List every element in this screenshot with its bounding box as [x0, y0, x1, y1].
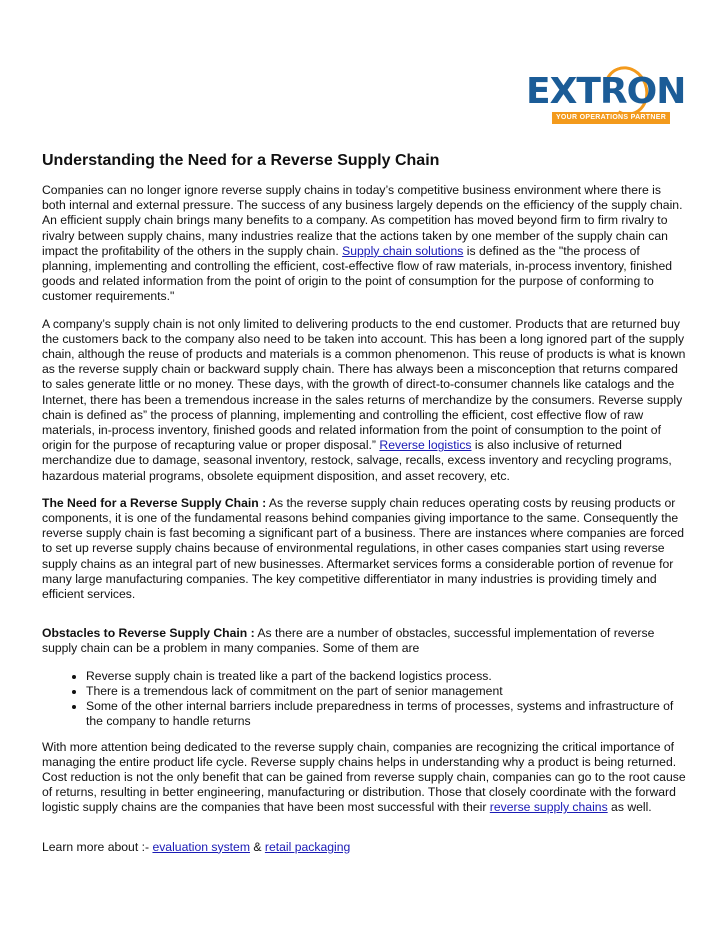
logo-wordmark: EXTRON	[526, 71, 686, 112]
paragraph-company-supply-chain: A company’s supply chain is not only limited to delivering products to the end customer. Products that are returned buy the customers back to the company also need to be taken into account. This has been a long ignored part of the supply chain, although the reuse of products and materials is a common phenomenon. This reuse of products is what is known as the reverse supply chain or backward supply chain. There has always been a misconception that returns compared to sales generate little or no money. These days, with the growth of direct-to-consumer channels like catalogs and the Internet, there has been a tremendous increase in the sales returns of merchandize by the consumers. Reverse supply chain is defined as” the process of planning, implementing and controlling the efficient, cost effective flow of raw materials, in-process inventory, finished goods and related information from the point of consumption to the point of origin for the purpose of recapturing value or proper disposal.” Reverse logistics is also inclusive of returned merchandize due to damage, seasonal inventory, restock, salvage, recalls, excess inventory and recycling programs, hazardous material programs, obsolete equipment disposition, and asset recovery, etc.	[42, 316, 686, 483]
link-retail-packaging[interactable]: retail packaging	[264, 839, 351, 854]
spacer	[42, 828, 686, 840]
document-body	[42, 151, 686, 867]
paragraph-intro: Companies can no longer ignore reverse supply chains in today’s competitive business environment where there is both internal and external pressure. The success of any business largely depends on the efficiency of the supply chain. An efficient supply chain brings many benefits to a company. As competition has moved beyond firm to firm rivalry to rivalry between supply chains, many industries realize that the actions taken by one member of the supply chain can impact the profitability of the others in the supply chain. Supply chain solutions is defined as the "the process of planning, implementing and controlling the efficient, cost-effective flow of raw materials, in-process inventory, finished goods and related information from the point of origin to the point of consumption for the purpose of conforming to customer requirements."	[42, 183, 683, 304]
link-reverse-logistics[interactable]: Reverse logistics	[379, 438, 472, 453]
document-title: Understanding the Need for a Reverse Supply Chain	[42, 152, 440, 169]
list-item: • Reverse supply chain is treated like a part of the backend logistics process.	[86, 669, 686, 684]
paragraph-obstacles: Obstacles to Reverse Supply Chain : As there are a number of obstacles, successful implementation of reverse supply chain can be a problem in many companies. Some of them are	[42, 626, 655, 656]
obstacles-list	[42, 669, 686, 730]
spacer	[42, 614, 686, 626]
link-evaluation-system[interactable]: evaluation system	[152, 839, 250, 854]
link-reverse-supply-chains[interactable]: reverse supply chains	[489, 800, 608, 815]
paragraph-conclusion: With more attention being dedicated to the reverse supply chain, companies are recognizing the critical importance of managing the entire product life cycle. Reverse supply chains helps in understanding why a product is being returned. Cost reduction is not the only benefit that can be gained from reverse supply chain, companies can go to the root cause of returns, resulting in better engineering, manufacturing or distribution. Those that closely coordinate with the forward logistic supply chains are the companies that have been most successful with their reverse supply chains as well.	[42, 739, 686, 815]
learn-more-line: Learn more about :- evaluation system & retail packaging	[42, 839, 351, 854]
logo-tagline: YOUR OPERATIONS PARTNER	[552, 112, 670, 124]
obstacles-heading: Obstacles to Reverse Supply Chain :	[42, 626, 255, 641]
list-item: • Some of the other internal barriers include preparedness in terms of processes, systems and infrastructure of the company to handle returns	[86, 699, 686, 729]
need-heading: The Need for a Reverse Supply Chain :	[42, 495, 267, 510]
paragraph-need: The Need for a Reverse Supply Chain : As the reverse supply chain reduces operating costs by reusing products or components, it is one of the fundamental reasons behind companies giving importance to the same. Consequently the reverse supply chain is fast becoming a significant part of a business. There are instances where companies are forced to set up reverse supply chains because of environmental regulations, in other cases companies start using reverse supply chains as an integral part of new businesses. Aftermarket services forms a considerable portion of revenue for many large manufacturing companies. The key competitive differentiator in many industries is providing timely and efficient services.	[42, 495, 684, 602]
list-item: • There is a tremendous lack of commitment on the part of senior management	[86, 684, 686, 699]
link-supply-chain-solutions[interactable]: Supply chain solutions	[342, 243, 464, 258]
extron-logo	[524, 70, 686, 128]
